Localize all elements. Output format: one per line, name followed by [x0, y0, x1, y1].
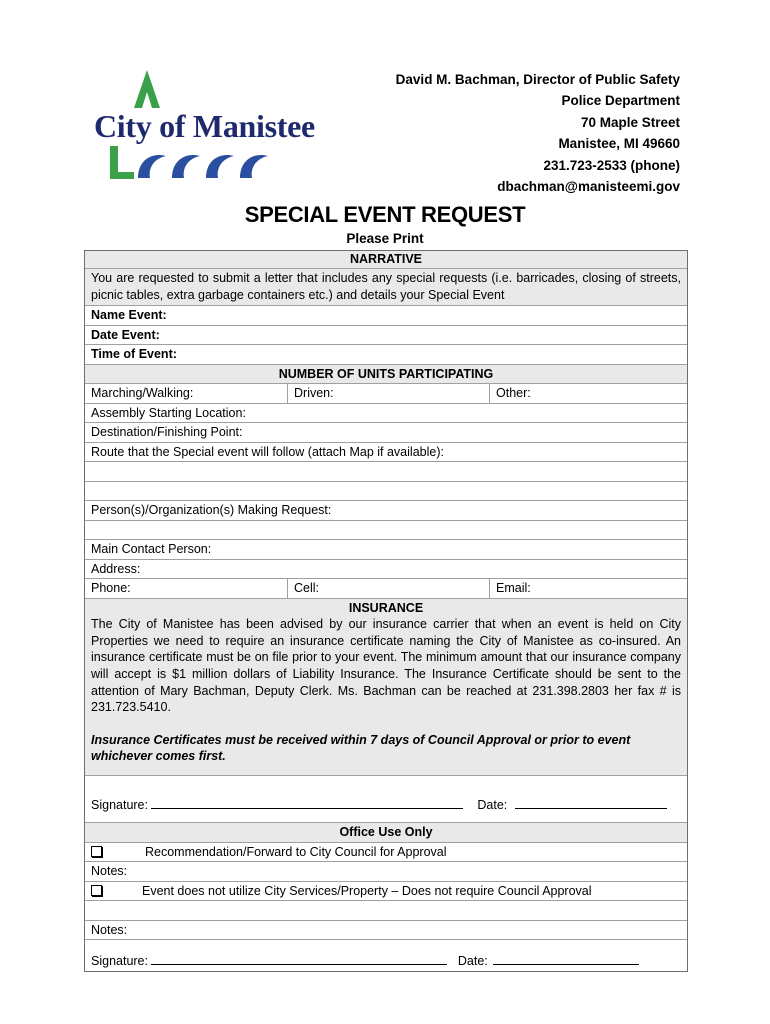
cell-field[interactable] — [288, 579, 490, 598]
office-blank-line[interactable] — [85, 900, 687, 920]
contact-street: 70 Maple Street — [580, 114, 680, 130]
office-notes-2[interactable] — [85, 920, 687, 940]
insurance-text: The City of Manistee has been advised by our insurance carrier that when an event is held on City Properties we need to require an insurance certificate naming the City of Manistee as co-insured. An insurance certificate must be on file prior to your event. The minimum amount that our insurance company will accept is $1 million dollars of Liability Insurance. The Insurance Certificate should be sent to the attention of Mary Bachman, Deputy Clerk. Ms. Bachman can be reached at 231.398.2803 her fax # is 231.723.5410. — [91, 617, 681, 715]
time-event-label: Time of Event: — [91, 347, 177, 362]
city-logo — [94, 68, 316, 182]
date-event-label: Date Event: — [91, 327, 160, 342]
office-notes-1-label: Notes: — [91, 864, 128, 879]
office-option-2 — [85, 881, 687, 901]
signature-date-line[interactable] — [515, 797, 667, 809]
office-heading: Office Use Only — [85, 822, 687, 842]
email-field[interactable] — [490, 579, 687, 598]
name-event-field[interactable] — [85, 305, 687, 325]
request-form — [84, 250, 688, 972]
contact-phone: 231.723-2533 (phone) — [543, 157, 680, 173]
driven-label: Driven: — [294, 386, 334, 401]
persons-label: Person(s)/Organization(s) Making Request: — [91, 503, 332, 518]
logo-text: City of Manistee — [94, 108, 315, 144]
route-field[interactable] — [85, 442, 687, 462]
narrative-heading: NARRATIVE — [85, 251, 687, 268]
office-signature-row — [85, 939, 687, 971]
route-label: Route that the Special event will follow (attach Map if available): — [91, 444, 444, 459]
marching-field[interactable] — [85, 384, 288, 403]
logo-waves — [138, 155, 268, 178]
phone-row — [85, 578, 687, 598]
contact-city: Manistee, MI 49660 — [558, 136, 680, 152]
office-option-1-label: Recommendation/Forward to City Council for Approval — [145, 844, 447, 859]
time-event-field[interactable] — [85, 344, 687, 364]
assembly-label: Assembly Starting Location: — [91, 405, 246, 420]
main-contact-field[interactable] — [85, 539, 687, 559]
route-blank-line-1[interactable] — [85, 461, 687, 481]
address-field[interactable] — [85, 559, 687, 579]
units-heading: NUMBER OF UNITS PARTICIPATING — [85, 364, 687, 384]
insurance-section — [85, 598, 687, 775]
checkbox-icon[interactable] — [91, 846, 102, 857]
route-blank-line-2[interactable] — [85, 481, 687, 501]
office-notes-1[interactable] — [85, 861, 687, 881]
checkbox-icon[interactable] — [91, 885, 102, 896]
name-event-label: Name Event: — [91, 308, 167, 323]
units-row — [85, 383, 687, 403]
email-label: Email: — [496, 581, 531, 596]
contact-email[interactable]: dbachman@manisteemi.gov — [497, 179, 680, 195]
main-contact-label: Main Contact Person: — [91, 542, 212, 557]
phone-field[interactable] — [85, 579, 288, 598]
other-field[interactable] — [490, 384, 687, 403]
assembly-field[interactable] — [85, 403, 687, 423]
insurance-heading: INSURANCE — [348, 600, 424, 615]
persons-blank-line[interactable] — [85, 520, 687, 540]
address-label: Address: — [91, 561, 141, 576]
signature-date-label: Date: — [477, 798, 508, 813]
cell-label: Cell: — [294, 581, 320, 596]
marching-label: Marching/Walking: — [91, 386, 194, 401]
office-notes-2-label: Notes: — [91, 922, 128, 937]
logo-l-shape — [110, 146, 134, 179]
other-label: Other: — [496, 386, 531, 401]
office-option-2-label: Event does not utilize City Services/Property – Does not require Council Approval — [142, 883, 592, 898]
date-event-field[interactable] — [85, 325, 687, 345]
persons-field[interactable] — [85, 500, 687, 520]
office-date-label: Date: — [457, 954, 488, 969]
office-option-1 — [85, 842, 687, 862]
driven-field[interactable] — [288, 384, 490, 403]
contact-block — [396, 69, 680, 197]
logo-peak-shape — [134, 70, 160, 108]
office-signature-label: Signature: — [91, 954, 148, 969]
contact-name: David M. Bachman, Director of Public Safety — [395, 72, 680, 87]
office-signature-line[interactable] — [151, 953, 447, 965]
insurance-note: Insurance Certificates must be received within 7 days of Council Approval or prior to event whichever comes first. — [91, 732, 631, 764]
page-title: SPECIAL EVENT REQUEST — [244, 202, 526, 227]
signature-label: Signature: — [91, 798, 148, 813]
office-date-line[interactable] — [493, 953, 639, 965]
narrative-text: You are requested to submit a letter that includes any special requests (i.e. barricades, closing of streets, picnic tables, extra garbage containers etc.) and details your Special Event — [85, 268, 687, 305]
destination-field[interactable] — [85, 422, 687, 442]
destination-label: Destination/Finishing Point: — [91, 425, 243, 440]
page-subtitle: Please Print — [346, 231, 424, 246]
signature-row — [85, 775, 687, 822]
signature-line[interactable] — [151, 797, 463, 809]
contact-dept: Police Department — [561, 93, 680, 109]
phone-label: Phone: — [91, 581, 131, 596]
